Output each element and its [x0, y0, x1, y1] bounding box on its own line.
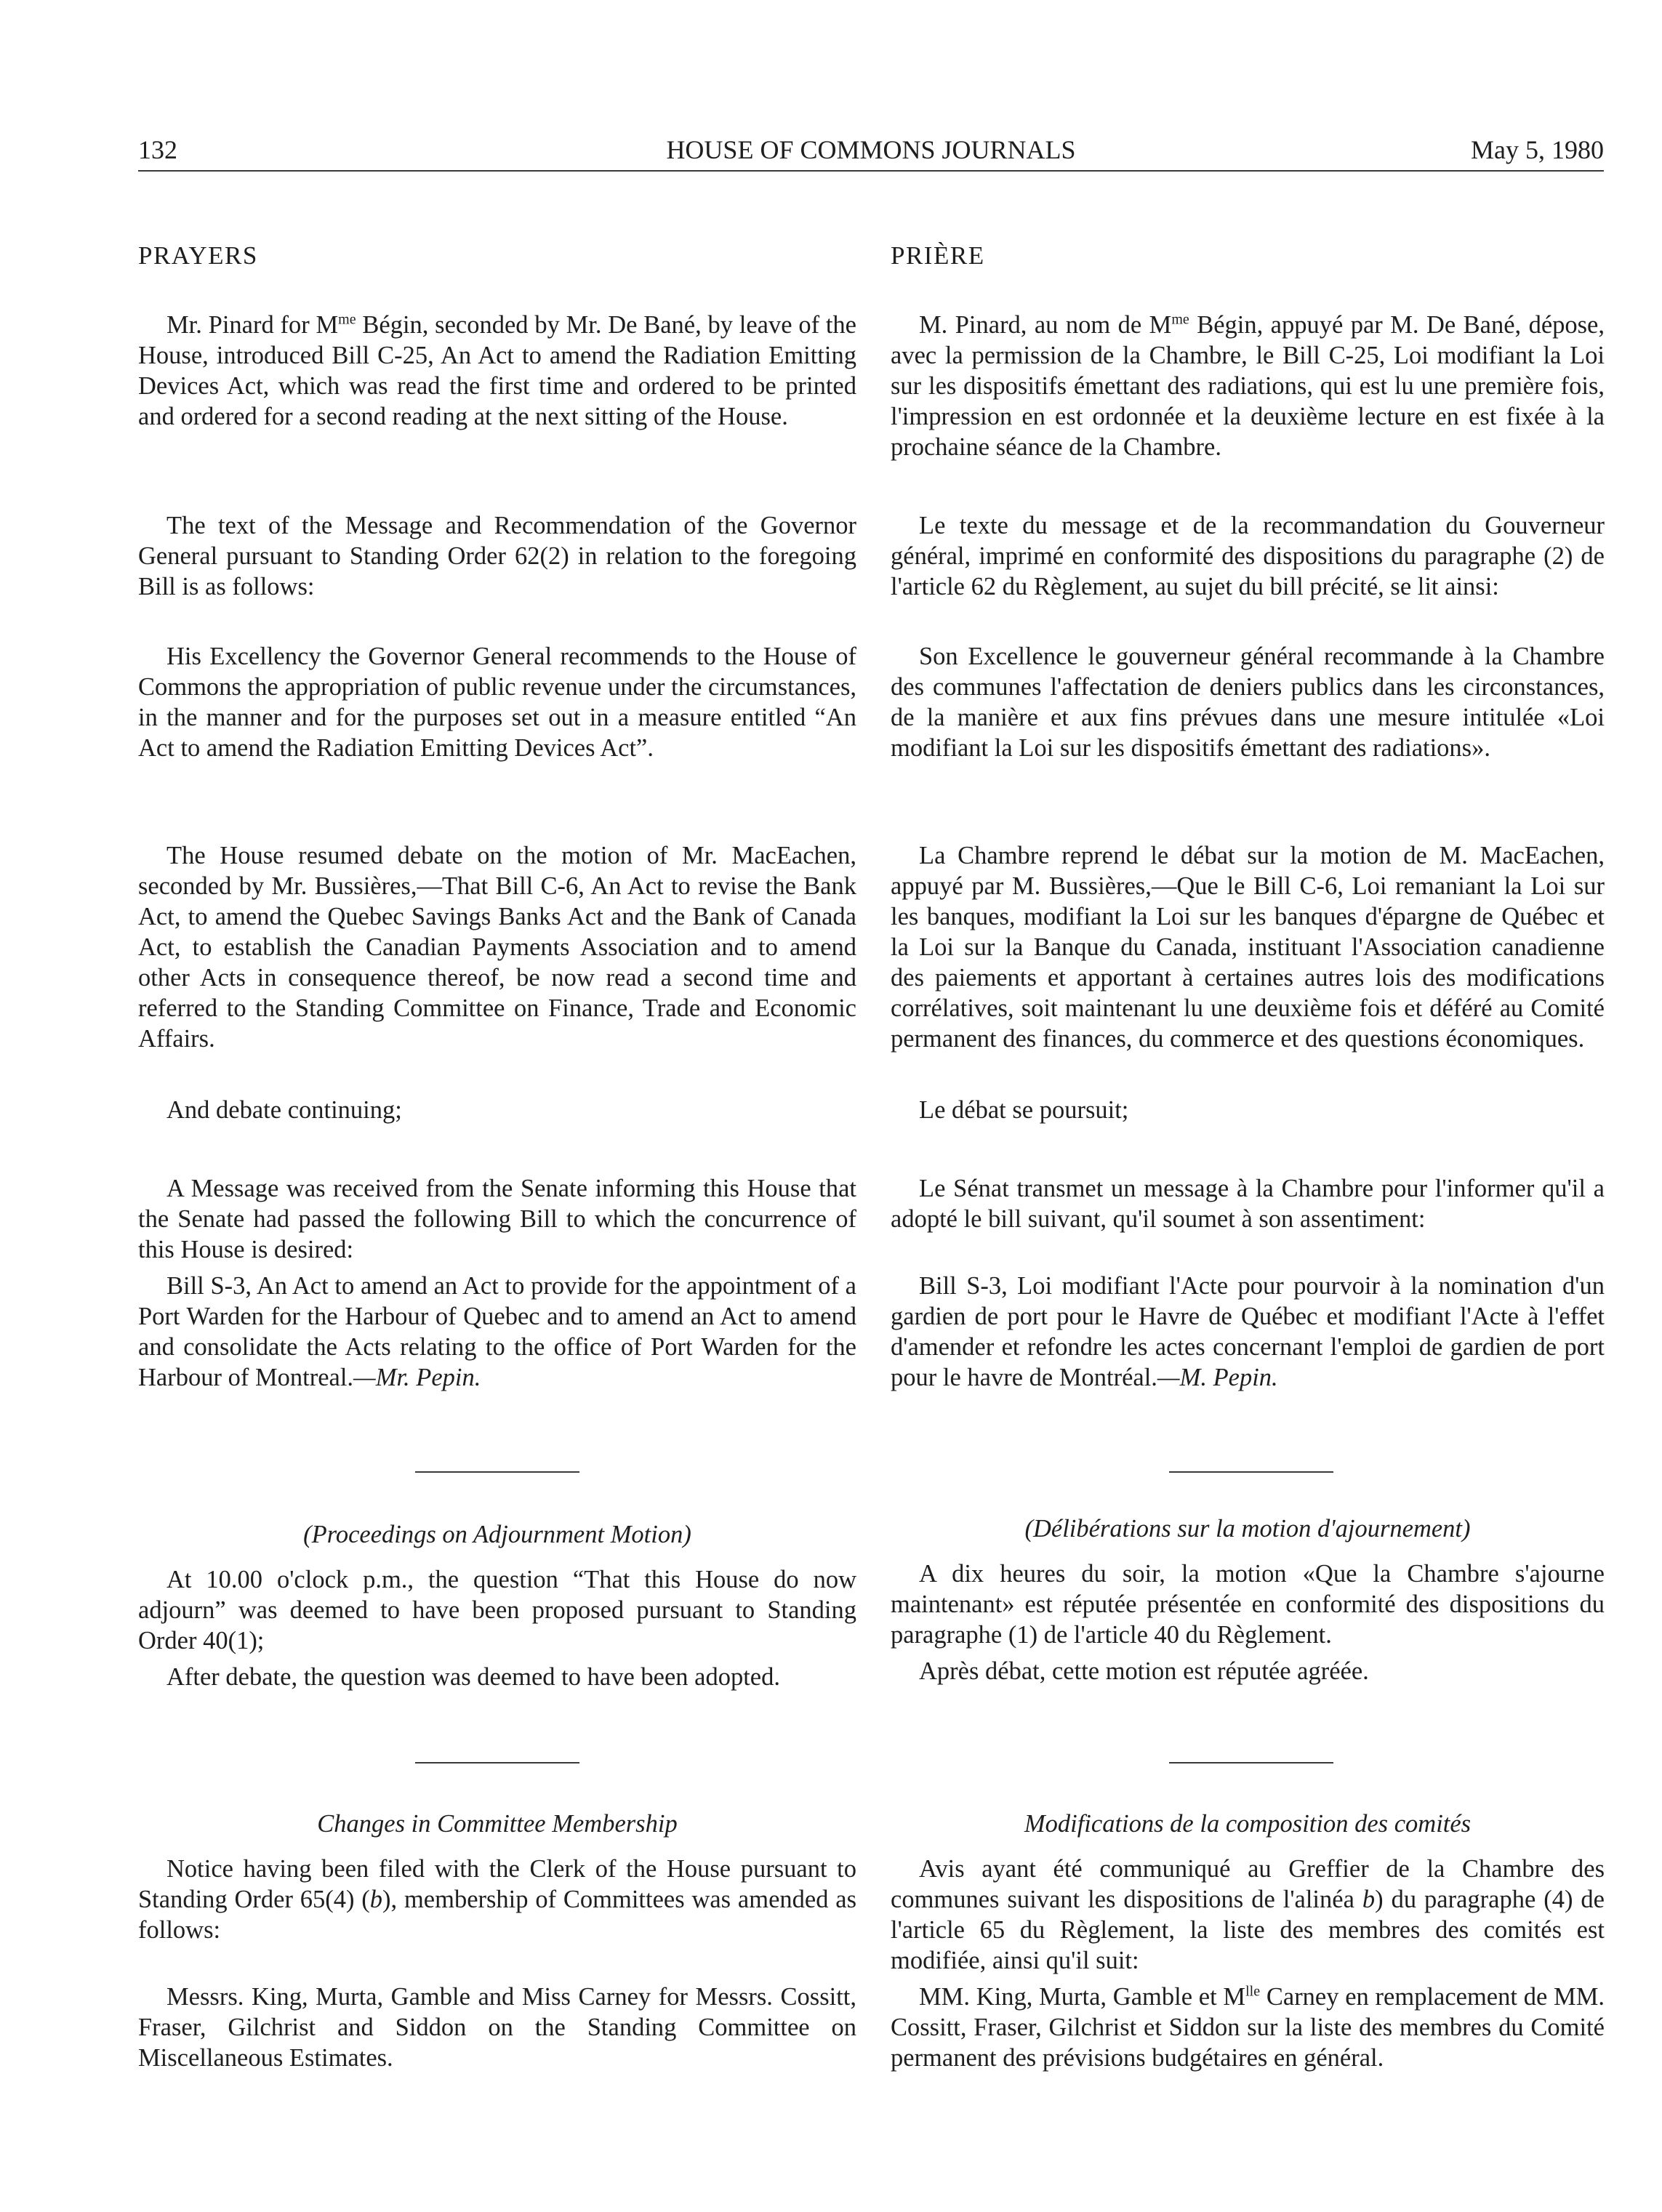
- section-divider-fr: [1169, 1471, 1333, 1473]
- committee-changes-heading: Changes in Committee Membership: [317, 1810, 678, 1838]
- bill-c6-debate-paragraph-fr: La Chambre reprend le débat sur la motion de M. MacEachen, appuyé par M. Bussières,—Que le Bill C-6, Loi remaniant la Loi sur les banques, modifiant la Loi sur les banques d'épargne de Québec et la Loi sur la Banque du Canada, instituant l'Association canadienne des paiements et apportant à certaines autres lois des modifications corrélatives, soit maintenant lu une deuxième fois et déféré au Comité permanent des finances, du commerce et des questions économiques.: [891, 842, 1605, 1053]
- priere-heading: PRIÈRE: [891, 241, 985, 270]
- adjournment-paragraph-fr: A dix heures du soir, la motion «Que la Chambre s'ajourne maintenant» est réputée présentée en conformité des dispositions du paragraphe (1) de l'article 40 du Règlement.: [891, 1560, 1605, 1649]
- recommendation-paragraph-fr: Son Excellence le gouverneur général recommande à la Chambre des communes l'affectation de deniers publics dans les circonstances, de la manière et aux fins prévues dans une mesure intitulée «Loi modifiant la Loi sur les dispositifs émettant des radiations».: [891, 643, 1605, 762]
- bill-c25-paragraph-fr: M. Pinard, au nom de $M^{me}$ Bégin, appuyé par M. De Bané, dépose, avec la permission de la Chambre, le Bill C-25, Loi modifiant la Loi sur les dispositifs émettant des radiations, qui est lu une première fois, l'impression en est ordonnée et la deuxième lecture en est fixée à la prochaine séance de la Chambre.: [891, 311, 1605, 461]
- page-number: 132: [138, 135, 177, 164]
- message-intro-paragraph: The text of the Message and Recommendation of the Governor General pursuant to Standing Order 62(2) in relation to the foregoing Bill is as follows:: [138, 512, 856, 600]
- committee-members-paragraph: Messrs. King, Murta, Gamble and Miss Carney for Messrs. Cossitt, Fraser, Gilchrist and Siddon on the Standing Committee on Miscellaneous Estimates.: [138, 1983, 856, 2072]
- adjournment-result-paragraph: After debate, the question was deemed to have been adopted.: [166, 1663, 780, 1691]
- adjournment-heading-fr: (Délibérations sur la motion d'ajournement): [1024, 1515, 1471, 1543]
- page-header: [138, 128, 1604, 172]
- adjournment-heading: (Proceedings on Adjournment Motion): [303, 1521, 691, 1548]
- prayers-heading: PRAYERS: [138, 241, 258, 270]
- debate-continuing-fr: Le débat se poursuit;: [919, 1096, 1129, 1124]
- journal-title: HOUSE OF COMMONS JOURNALS: [666, 135, 1076, 164]
- message-intro-paragraph-fr: Le texte du message et de la recommandation du Gouverneur général, imprimé en conformité des dispositions du paragraphe (2) de l'article 62 du Règlement, au sujet du bill précité, se lit ainsi:: [891, 512, 1605, 600]
- bill-s3-paragraph-fr: Bill S-3, Loi modifiant l'Acte pour pourvoir à la nomination d'un gardien de port pour le Havre de Québec et modifiant l'Acte à l'effet d'amender et refondre les actes concernant l'emploi de gardien de port pour le havre de Montréal.—M. Pepin.: [891, 1272, 1605, 1391]
- adjournment-result-paragraph-fr: Après débat, cette motion est réputée agréée.: [919, 1657, 1369, 1685]
- committee-members-paragraph-fr: MM. King, Murta, Gamble et $M^{lle}$ Carney en remplacement de MM. Cossitt, Fraser, Gilchrist et Siddon sur la liste des membres du Comité permanent des prévisions budgétaires en général.: [891, 1983, 1605, 2072]
- committee-notice-paragraph-fr: Avis ayant été communiqué au Greffier de la Chambre des communes suivant les dispositions de l'alinéa b) du paragraphe (4) de l'article 65 du Règlement, la liste des membres des comités est modifiée, ainsi qu'il suit:: [891, 1855, 1605, 1974]
- adjournment-paragraph: At 10.00 o'clock p.m., the question “That this House do now adjourn” was deemed to have been proposed pursuant to Standing Order 40(1);: [138, 1566, 856, 1654]
- debate-continuing: And debate continuing;: [166, 1096, 402, 1124]
- senate-message-paragraph-fr: Le Sénat transmet un message à la Chambre pour l'informer qu'il a adopté le bill suivant, qu'il soumet à son assentiment:: [891, 1175, 1605, 1233]
- senate-message-paragraph: A Message was received from the Senate informing this House that the Senate had passed the following Bill to which the concurrence of this House is desired:: [138, 1175, 856, 1263]
- recommendation-paragraph: His Excellency the Governor General recommends to the House of Commons the appropriation of public revenue under the circumstances, in the manner and for the purposes set out in a measure entitled “An Act to amend the Radiation Emitting Devices Act”.: [138, 643, 856, 762]
- section-divider: [415, 1762, 579, 1763]
- bill-s3-paragraph: Bill S-3, An Act to amend an Act to provide for the appointment of a Port Warden for the Harbour of Quebec and to amend an Act to amend and consolidate the Acts relating to the office of Port Warden for the Harbour of Montreal.—Mr. Pepin.: [138, 1272, 856, 1391]
- journal-date: May 5, 1980: [1471, 135, 1604, 164]
- bill-c25-paragraph: Mr. Pinard for $M^{me}$ Bégin, seconded by Mr. De Bané, by leave of the House, introduced Bill C-25, An Act to amend the Radiation Emitting Devices Act, which was read the first time and ordered to be printed and ordered for a second reading at the next sitting of the House.: [138, 311, 856, 430]
- committee-notice-paragraph: Notice having been filed with the Clerk of the House pursuant to Standing Order 65(4) (b), membership of Committees was amended as follows:: [138, 1855, 856, 1944]
- section-divider: [415, 1471, 579, 1473]
- committee-changes-heading-fr: Modifications de la composition des comités: [1024, 1810, 1472, 1838]
- section-divider-fr: [1169, 1762, 1333, 1763]
- bill-c6-debate-paragraph: The House resumed debate on the motion of Mr. MacEachen, seconded by Mr. Bussières,—That Bill C-6, An Act to revise the Bank Act, to amend the Quebec Savings Banks Act and the Bank of Canada Act, to establish the Canadian Payments Association and to amend other Acts in consequence thereof, be now read a second time and referred to the Standing Committee on Finance, Trade and Economic Affairs.: [138, 842, 856, 1053]
